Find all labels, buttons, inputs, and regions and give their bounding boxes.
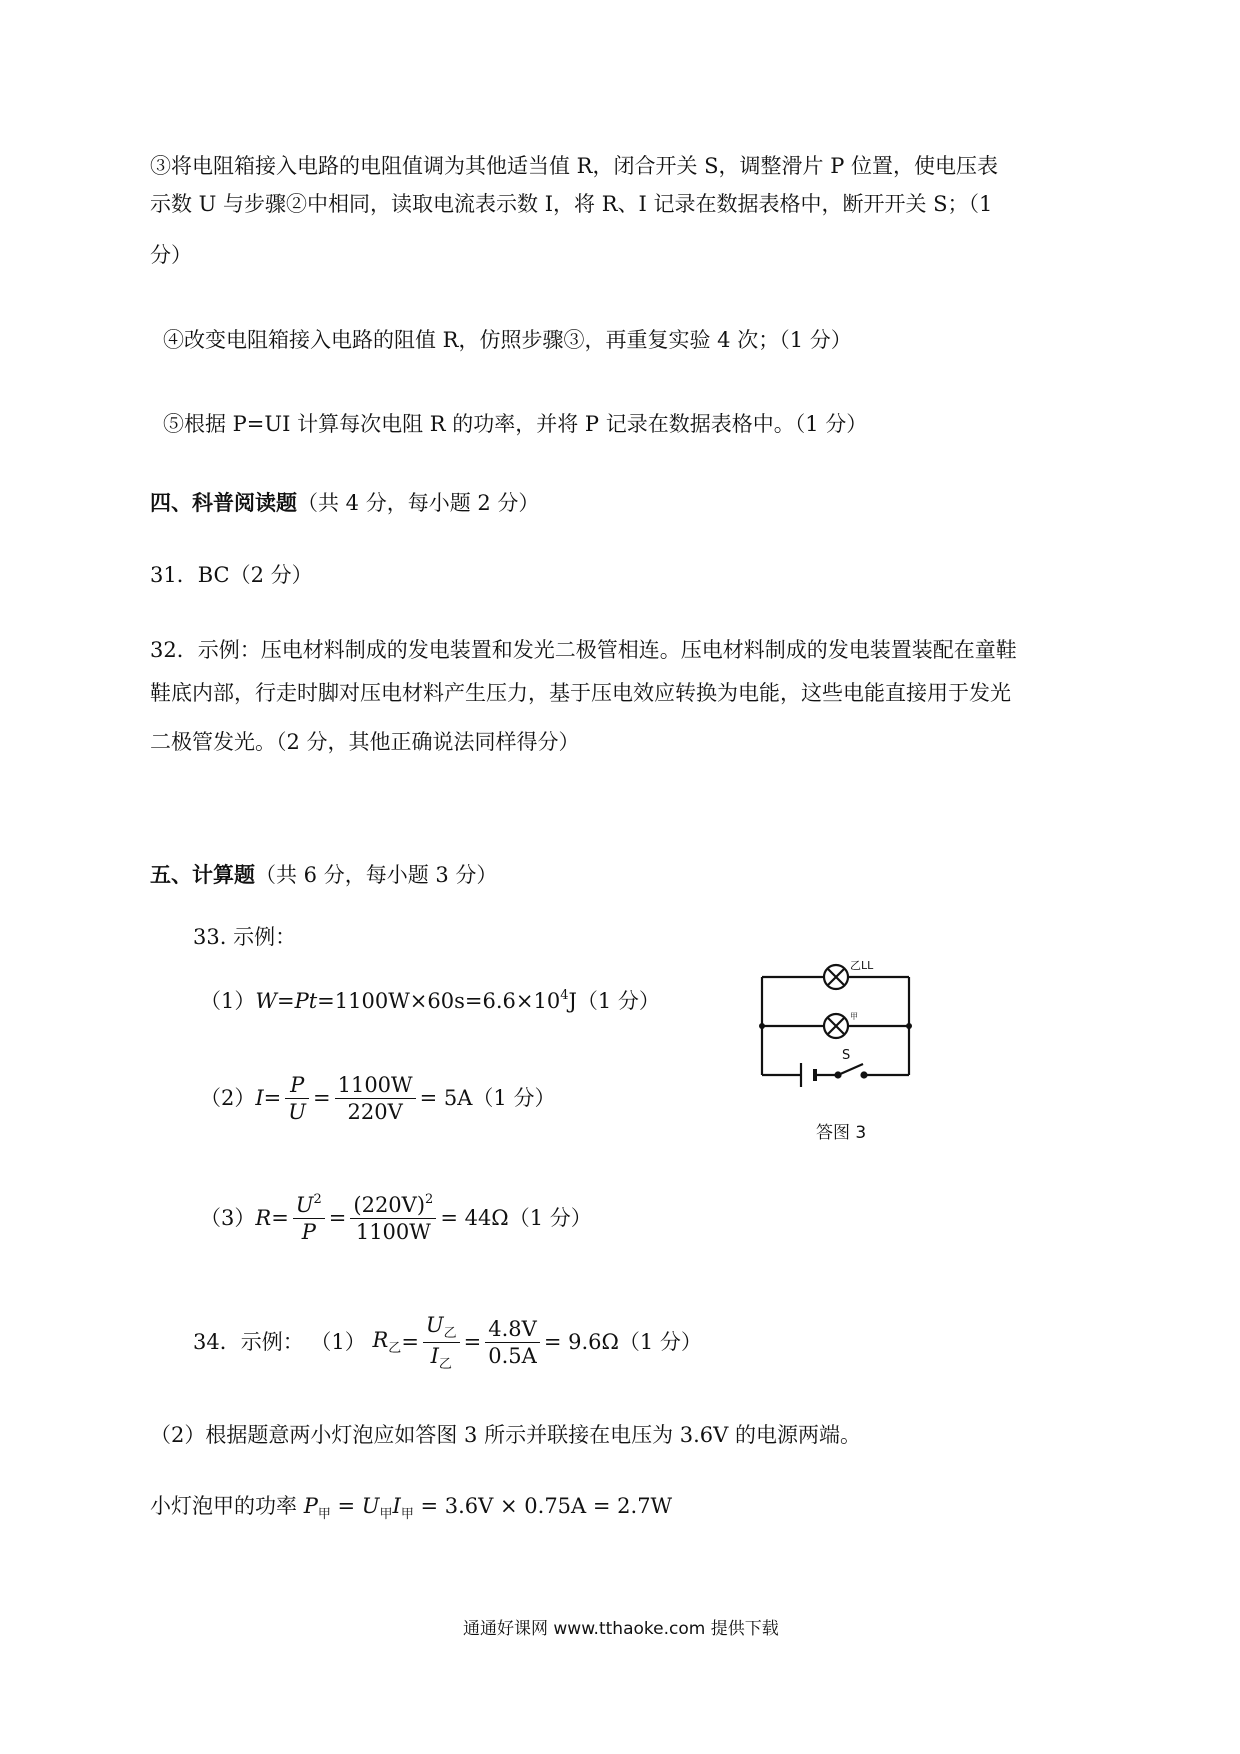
q33-part3-den2: 1100W — [355, 1220, 431, 1245]
q33-part2-lhs: I — [255, 1086, 264, 1111]
q33-part3-num1: U — [295, 1193, 314, 1217]
section4-title: 四、科普阅读题 — [150, 490, 297, 515]
q34-part2: （2）根据题意两小灯泡应如答图 3 所示并联接在电压为 3.6V 的电源两端。 — [150, 1423, 861, 1447]
q33-part3-den1: P — [301, 1220, 316, 1245]
footer-credit: 通通好课网 www.tthaoke.com 提供下载 — [463, 1619, 779, 1639]
q33-part3-fraction2 — [350, 1192, 436, 1246]
q33-part1-unit: J（1 分） — [568, 989, 660, 1013]
q33-part3-num2: (220V) — [353, 1193, 426, 1217]
q33-part1-Pt: Pt — [294, 989, 318, 1013]
q33-part2-den1: U — [288, 1100, 306, 1125]
switch-label: S — [842, 1048, 851, 1063]
q34-part1-lhs-sub: 乙 — [388, 1341, 402, 1357]
q33-part1-eq: = — [276, 989, 295, 1013]
q32-line2: 鞋底内部，行走时脚对压电材料产生压力，基于压电效应转换为电能，这些电能直接用于发光 — [150, 681, 1011, 705]
q34-part3-U: U — [361, 1494, 380, 1518]
q33-part2-num1: P — [285, 1072, 309, 1099]
q33-part2-fraction2 — [335, 1072, 416, 1126]
q33-part2-result: = 5A（1 分） — [419, 1086, 556, 1111]
q34-intro: 34．示例： — [193, 1330, 304, 1355]
step4: ④改变电阻箱接入电路的阻值 R，仿照步骤③，再重复实验 4 次；（1 分） — [163, 328, 852, 352]
q33-part1 — [200, 988, 660, 1014]
q32-line3: 二极管发光。（2 分，其他正确说法同样得分） — [150, 730, 580, 754]
circuit-diagram — [748, 945, 928, 1105]
step3-line3: 分） — [150, 243, 192, 267]
q33-part3-num1-exp: 2 — [313, 1192, 322, 1207]
step5: ⑤根据 P=UI 计算每次电阻 R 的功率，并将 P 记录在数据表格中。（1 分） — [163, 412, 868, 436]
switch — [836, 1064, 867, 1078]
junction-right — [906, 1023, 912, 1029]
q33-part2-eq1: = — [263, 1086, 282, 1111]
junction-left — [759, 1023, 765, 1029]
q33-part2 — [200, 1072, 555, 1126]
q33-part3-eq2: = — [328, 1206, 347, 1231]
q33-part1-rest: =1100W×60s=6.6×10 — [317, 989, 561, 1013]
q33-part1-W: W — [255, 989, 277, 1013]
q34-part1-result: = 9.6Ω（1 分） — [543, 1330, 702, 1355]
q34-part3-eq: = — [330, 1494, 362, 1518]
q34-part1-lhs: R — [372, 1328, 389, 1353]
step3-line1: ③将电阻箱接入电路的电阻值调为其他适当值 R，闭合开关 S，调整滑片 P 位置，使电压表 — [150, 154, 999, 178]
q34-part3-prefix: 小灯泡甲的功率 — [150, 1494, 297, 1518]
q34-part3-P-sub: 甲 — [317, 1507, 331, 1522]
q33-part3-numerator2 — [350, 1192, 436, 1219]
q34-part3-U-sub: 甲 — [379, 1507, 393, 1522]
q34-part1-label: （1） — [310, 1330, 366, 1355]
section4-note: （共 4 分，每小题 2 分） — [297, 491, 540, 515]
q34-part3-P: P — [303, 1494, 318, 1518]
q33-part3-eq1: = — [271, 1206, 289, 1231]
lamp-top — [824, 965, 848, 989]
q33-part3 — [200, 1192, 592, 1246]
q34-part3-I-sub: 甲 — [400, 1507, 414, 1522]
section4-heading — [150, 490, 539, 516]
q34-part1-eq1: = — [401, 1330, 419, 1355]
q34-part3-I: I — [392, 1494, 401, 1518]
step3-line2: 示数 U 与步骤②中相同，读取电流表示数 I，将 R、I 记录在数据表格中，断开开关 S；（1 — [150, 192, 993, 216]
q32-line1: 32．示例：压电材料制成的发电装置和发光二极管相连。压电材料制成的发电装置装配在童鞋 — [150, 638, 1017, 662]
q31-answer: 31．BC（2 分） — [150, 563, 313, 587]
q34-part1-numerator1 — [423, 1312, 460, 1343]
q33-part2-fraction1 — [285, 1072, 309, 1126]
q33-part1-label: （1） — [200, 989, 256, 1013]
figure-caption: 答图 3 — [816, 1123, 867, 1143]
q34-part1-num2: 4.8V — [485, 1316, 540, 1343]
lamp-middle-label: 甲 — [850, 1012, 858, 1021]
battery — [801, 1063, 815, 1087]
q33-part2-num2: 1100W — [335, 1072, 416, 1099]
q34-part1-den2: 0.5A — [488, 1344, 537, 1369]
section5-title: 五、计算题 — [150, 862, 255, 887]
q33-part3-num2-exp: 2 — [425, 1192, 434, 1207]
q33-part3-fraction1 — [293, 1192, 325, 1246]
q34-part3-rest: = 3.6V × 0.75A = 2.7W — [413, 1494, 673, 1518]
q33-part3-numerator1 — [293, 1192, 325, 1219]
q34-part1-den1: I — [430, 1344, 439, 1369]
q34-part1-denominator1 — [423, 1343, 460, 1373]
q33-part2-eq2: = — [312, 1086, 331, 1111]
q34-part1-eq2: = — [463, 1330, 482, 1355]
q33-intro: 33. 示例： — [193, 925, 297, 949]
q33-part3-result: = 44Ω（1 分） — [440, 1206, 592, 1231]
section5-heading — [150, 862, 497, 888]
q34-part1-lhs-wrap — [372, 1328, 402, 1357]
q33-part2-den2: 220V — [347, 1100, 403, 1125]
lamp-middle — [824, 1014, 848, 1038]
q33-part3-label: （3） — [200, 1206, 256, 1231]
q34-part1-den1-sub: 乙 — [438, 1357, 452, 1373]
q34-part1-num1: U — [425, 1313, 444, 1337]
q33-part1-exponent: 4 — [560, 988, 569, 1003]
q34-part1-fraction2 — [485, 1316, 540, 1370]
q34-part1-fraction1 — [423, 1312, 460, 1374]
q34-part1-num1-sub: 乙 — [443, 1326, 457, 1341]
lamp-top-label: 乙LL — [850, 959, 874, 972]
q33-part2-label: （2） — [200, 1086, 256, 1111]
q33-part3-lhs: R — [255, 1206, 272, 1231]
q34-part3 — [150, 1494, 672, 1523]
q34-part1 — [193, 1312, 702, 1374]
section5-note: （共 6 分，每小题 3 分） — [255, 863, 498, 887]
